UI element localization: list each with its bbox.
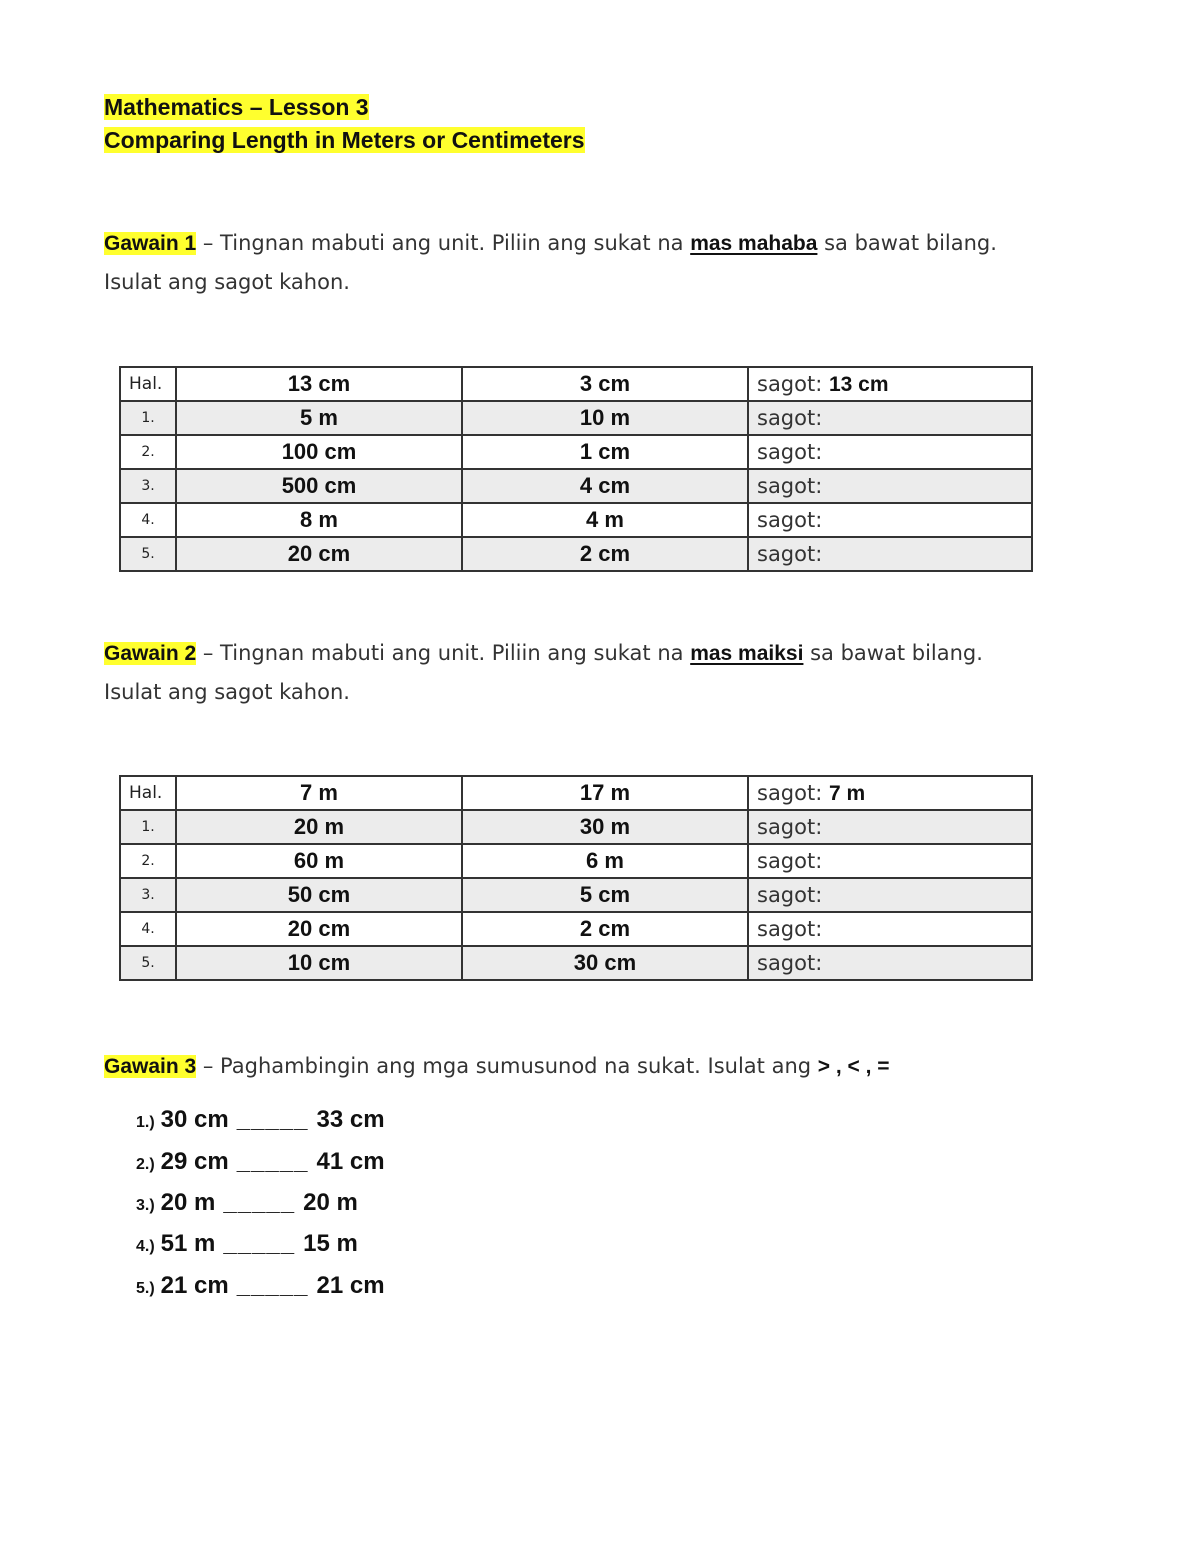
table-row bbox=[120, 469, 1032, 503]
row-number: 1. bbox=[120, 401, 176, 435]
measure-b: 33 cm bbox=[316, 1106, 385, 1133]
gawain2-text-b: sa bawat bilang. Isulat ang sagot kahon. bbox=[104, 641, 983, 704]
measure-a: 50 cm bbox=[176, 878, 462, 912]
table-row bbox=[120, 503, 1032, 537]
row-number: Hal. bbox=[120, 367, 176, 401]
sagot-label: sagot: bbox=[757, 541, 823, 566]
measure-a: 20 m bbox=[176, 810, 462, 844]
comparison-item bbox=[136, 1224, 358, 1264]
gawain1-text-b: sa bawat bilang. Isulat ang sagot kahon. bbox=[104, 231, 997, 294]
measure-b: 20 m bbox=[303, 1189, 358, 1216]
measure-a: 60 m bbox=[176, 844, 462, 878]
table-row bbox=[120, 367, 1032, 401]
sagot-label: sagot: bbox=[757, 371, 829, 396]
item-number: 5.) bbox=[136, 1280, 155, 1297]
gawain2-instructions bbox=[104, 634, 1034, 711]
measure-a: 500 cm bbox=[176, 469, 462, 503]
gawain2-label: Gawain 2 bbox=[104, 642, 197, 665]
comparison-item bbox=[136, 1142, 385, 1182]
gawain3-symbols: > , < , = bbox=[817, 1055, 890, 1078]
measure-b: 6 m bbox=[462, 844, 748, 878]
sagot-label: sagot: bbox=[757, 916, 823, 941]
gawain2-text-a: – Tingnan mabuti ang unit. Piliin ang sukat na bbox=[196, 641, 691, 665]
comparison-item bbox=[136, 1266, 385, 1306]
answer-cell[interactable] bbox=[748, 912, 1032, 946]
sagot-label: sagot: bbox=[757, 473, 823, 498]
gawain1-table bbox=[119, 366, 1033, 572]
sagot-label: sagot: bbox=[757, 439, 823, 464]
answer-cell[interactable] bbox=[748, 503, 1032, 537]
measure-a: 20 cm bbox=[176, 912, 462, 946]
row-number: 4. bbox=[120, 912, 176, 946]
answer-cell[interactable] bbox=[748, 367, 1032, 401]
measure-a: 20 m bbox=[160, 1189, 216, 1216]
gawain1-instructions bbox=[104, 224, 1034, 301]
measure-a: 51 m bbox=[160, 1230, 216, 1257]
gawain1-label: Gawain 1 bbox=[104, 232, 197, 255]
measure-b: 4 m bbox=[462, 503, 748, 537]
sagot-label: sagot: bbox=[757, 780, 829, 805]
sagot-label: sagot: bbox=[757, 507, 823, 532]
measure-b: 15 m bbox=[303, 1230, 358, 1257]
lesson-title bbox=[104, 92, 369, 122]
sagot-label: sagot: bbox=[757, 882, 823, 907]
row-number: 5. bbox=[120, 537, 176, 571]
measure-a: 30 cm bbox=[160, 1106, 229, 1133]
lesson-title-line: Mathematics – Lesson 3 bbox=[104, 94, 369, 120]
item-number: 2.) bbox=[136, 1156, 155, 1173]
measure-b: 30 m bbox=[462, 810, 748, 844]
answer-blank[interactable]: _____ bbox=[236, 1148, 309, 1175]
measure-b: 21 cm bbox=[316, 1272, 385, 1299]
table-row bbox=[120, 776, 1032, 810]
measure-b: 10 m bbox=[462, 401, 748, 435]
row-number: 2. bbox=[120, 844, 176, 878]
measure-b: 3 cm bbox=[462, 367, 748, 401]
answer-value: 13 cm bbox=[828, 372, 889, 396]
answer-blank[interactable]: _____ bbox=[223, 1230, 296, 1257]
table-row bbox=[120, 401, 1032, 435]
item-number: 3.) bbox=[136, 1197, 155, 1214]
answer-cell[interactable] bbox=[748, 810, 1032, 844]
item-number: 4.) bbox=[136, 1238, 155, 1255]
measure-b: 5 cm bbox=[462, 878, 748, 912]
measure-b: 2 cm bbox=[462, 537, 748, 571]
answer-value: 7 m bbox=[828, 781, 866, 805]
row-number: 4. bbox=[120, 503, 176, 537]
table-row bbox=[120, 878, 1032, 912]
gawain3-label: Gawain 3 bbox=[104, 1055, 197, 1078]
table-row bbox=[120, 946, 1032, 980]
measure-b: 30 cm bbox=[462, 946, 748, 980]
answer-cell[interactable] bbox=[748, 878, 1032, 912]
row-number: Hal. bbox=[120, 776, 176, 810]
gawain3-text: – Paghambingin ang mga sumusunod na sukat. Isulat ang bbox=[196, 1054, 818, 1078]
measure-a: 8 m bbox=[176, 503, 462, 537]
answer-cell[interactable] bbox=[748, 469, 1032, 503]
measure-b: 1 cm bbox=[462, 435, 748, 469]
sagot-label: sagot: bbox=[757, 950, 823, 975]
gawain3-instructions bbox=[104, 1047, 1034, 1086]
measure-a: 5 m bbox=[176, 401, 462, 435]
measure-b: 2 cm bbox=[462, 912, 748, 946]
row-number: 1. bbox=[120, 810, 176, 844]
measure-b: 17 m bbox=[462, 776, 748, 810]
answer-cell[interactable] bbox=[748, 435, 1032, 469]
answer-cell[interactable] bbox=[748, 776, 1032, 810]
gawain1-emphasis: mas mahaba bbox=[690, 232, 818, 255]
comparison-item bbox=[136, 1100, 385, 1140]
answer-cell[interactable] bbox=[748, 844, 1032, 878]
table-row bbox=[120, 537, 1032, 571]
table-row bbox=[120, 810, 1032, 844]
answer-blank[interactable]: _____ bbox=[236, 1272, 309, 1299]
measure-a: 13 cm bbox=[176, 367, 462, 401]
measure-a: 21 cm bbox=[160, 1272, 229, 1299]
measure-a: 7 m bbox=[176, 776, 462, 810]
measure-b: 4 cm bbox=[462, 469, 748, 503]
item-number: 1.) bbox=[136, 1114, 155, 1131]
row-number: 3. bbox=[120, 878, 176, 912]
gawain1-text-a: – Tingnan mabuti ang unit. Piliin ang sukat na bbox=[196, 231, 691, 255]
lesson-subtitle bbox=[104, 125, 585, 155]
answer-blank[interactable]: _____ bbox=[223, 1189, 296, 1216]
sagot-label: sagot: bbox=[757, 405, 823, 430]
measure-a: 100 cm bbox=[176, 435, 462, 469]
gawain2-emphasis: mas maiksi bbox=[690, 642, 804, 665]
row-number: 3. bbox=[120, 469, 176, 503]
sagot-label: sagot: bbox=[757, 814, 823, 839]
measure-a: 20 cm bbox=[176, 537, 462, 571]
answer-cell[interactable] bbox=[748, 401, 1032, 435]
answer-cell[interactable] bbox=[748, 946, 1032, 980]
sagot-label: sagot: bbox=[757, 848, 823, 873]
comparison-item bbox=[136, 1183, 358, 1223]
answer-blank[interactable]: _____ bbox=[236, 1106, 309, 1133]
table-row bbox=[120, 435, 1032, 469]
row-number: 2. bbox=[120, 435, 176, 469]
measure-b: 41 cm bbox=[316, 1148, 385, 1175]
gawain2-table bbox=[119, 775, 1033, 981]
lesson-subtitle-line: Comparing Length in Meters or Centimeters bbox=[104, 127, 585, 153]
table-row bbox=[120, 912, 1032, 946]
answer-cell[interactable] bbox=[748, 537, 1032, 571]
measure-a: 29 cm bbox=[160, 1148, 229, 1175]
table-row bbox=[120, 844, 1032, 878]
measure-a: 10 cm bbox=[176, 946, 462, 980]
row-number: 5. bbox=[120, 946, 176, 980]
